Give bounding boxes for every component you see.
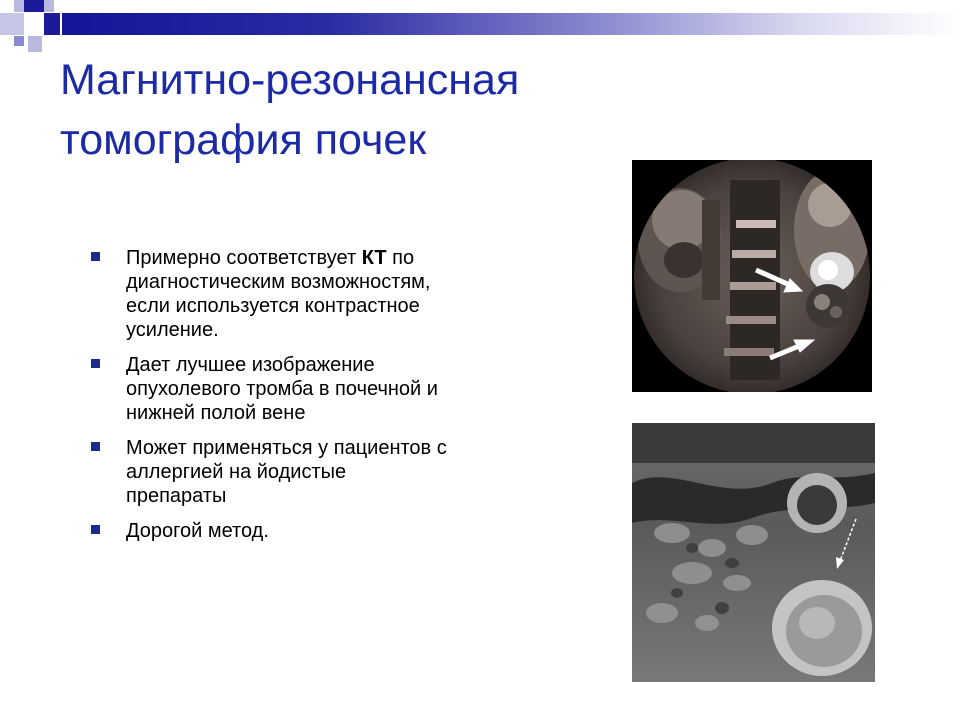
mri-axial-grayscale-scan-with-arrow-icon	[632, 423, 875, 682]
bullet-text-bold: КТ	[361, 247, 387, 269]
bullet-item	[90, 246, 450, 342]
square-bullet-icon	[91, 359, 100, 368]
title-line-2: томография почек	[60, 116, 427, 164]
slide-title	[60, 50, 660, 170]
mri-coronal-circular-scan-with-arrows-icon	[632, 160, 872, 392]
mri-image-bottom	[632, 423, 875, 682]
bullet-text: Дает лучшее изображение опухолевого тромба в почечной и нижней полой вене	[126, 354, 438, 424]
bullet-item	[90, 353, 450, 425]
bullet-item	[90, 519, 450, 543]
bullet-text-part: Примерно соответствует	[126, 247, 362, 269]
bullet-item	[90, 436, 450, 508]
mri-image-top	[632, 160, 872, 392]
square-bullet-icon	[91, 525, 100, 534]
title-line-1: Магнитно-резонансная	[60, 56, 520, 104]
header-gradient-bar	[62, 13, 960, 35]
bullet-list	[90, 246, 450, 554]
square-bullet-icon	[91, 442, 100, 451]
bullet-text-part: по диагностическим возможностям, если используется контрастное усиление.	[126, 247, 431, 341]
bullet-text: Может применяться у пациентов с аллергией на йодистые препараты	[126, 437, 447, 507]
bullet-text: Дорогой метод.	[126, 520, 269, 542]
square-bullet-icon	[91, 252, 100, 261]
